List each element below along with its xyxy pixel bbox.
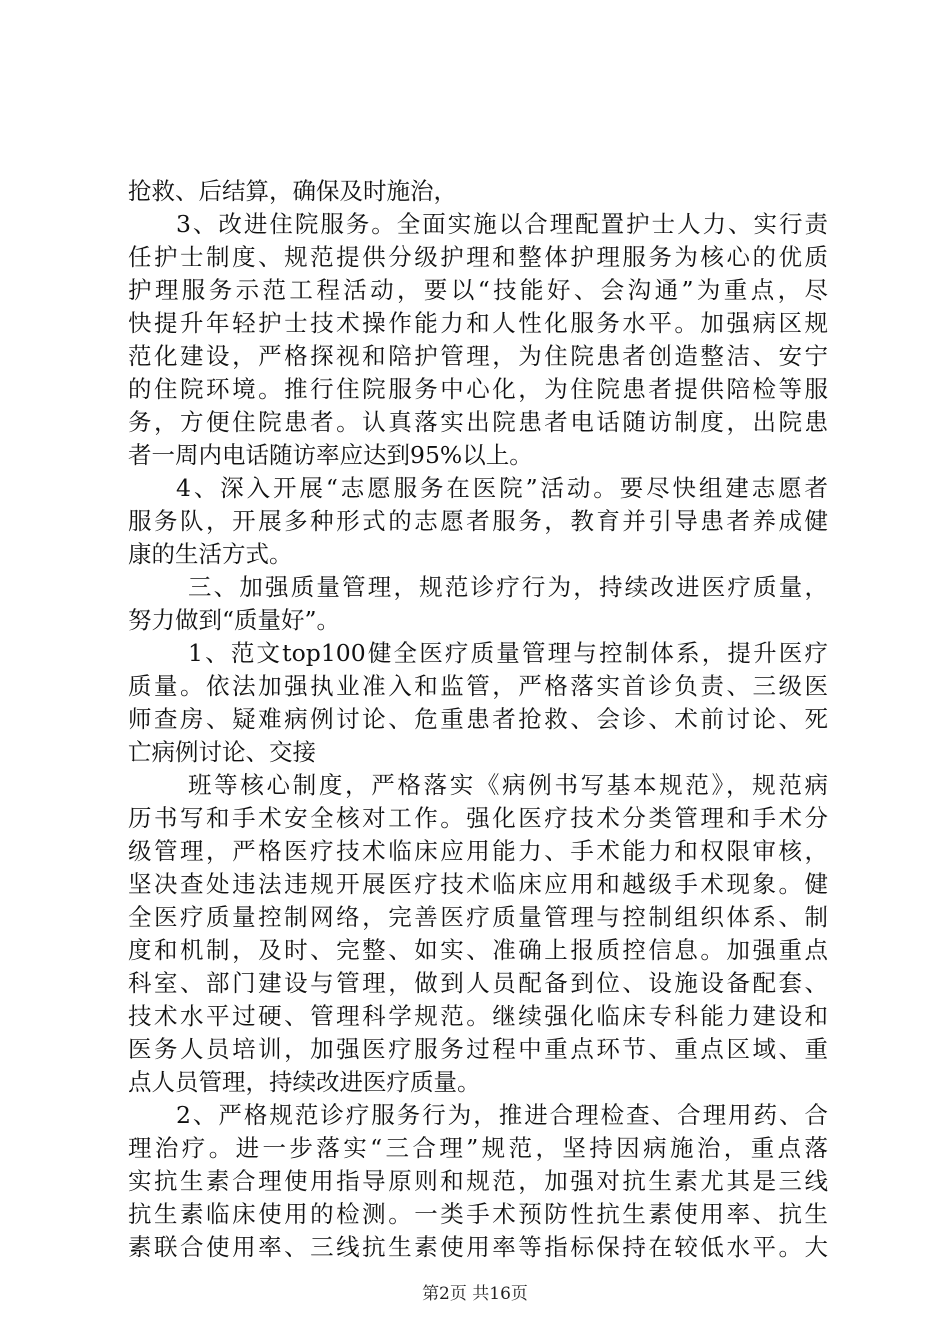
text-line: 理治疗。进一步落实“三合理”规范，坚持因病施治，重点落 [128, 1134, 828, 1162]
text-line: 实抗生素合理使用指导原则和规范，加强对抗生素尤其是三线 [128, 1167, 828, 1195]
text-line: 2、严格规范诊疗服务行为，推进合理检查、合理用药、合 [176, 1101, 828, 1129]
text-line: 质量。依法加强执业准入和监管，严格落实首诊负责、三级医 [128, 672, 828, 700]
text-line: 4、深入开展“志愿服务在医院”活动。要尽快组建志愿者 [176, 474, 828, 502]
text-line: 点人员管理，持续改进医疗质量。 [128, 1068, 481, 1096]
text-line: 努力做到“质量好”。 [128, 606, 341, 634]
text-line: 班等核心制度，严格落实《病例书写基本规范》，规范病 [188, 771, 828, 799]
text-line: 1、范文top100健全医疗质量管理与控制体系，提升医疗 [188, 639, 828, 667]
text-line: 三、加强质量管理，规范诊疗行为，持续改进医疗质量， [188, 573, 828, 601]
text-line: 师查房、疑难病例讨论、危重患者抢救、会诊、术前讨论、死 [128, 705, 828, 733]
text-line: 任护士制度、规范提供分级护理和整体护理服务为核心的优质 [128, 243, 828, 271]
text-line: 全医疗质量控制网络，完善医疗质量管理与控制组织体系、制 [128, 903, 828, 931]
text-line: 抢救、后结算，确保及时施治， [128, 177, 457, 205]
text-line: 级管理，严格医疗技术临床应用能力、手术能力和权限审核， [128, 837, 828, 865]
text-line: 坚决查处违法违规开展医疗技术临床应用和越级手术现象。健 [128, 870, 828, 898]
text-line: 素联合使用率、三线抗生素使用率等指标保持在较低水平。大 [128, 1233, 828, 1261]
text-line: 快提升年轻护士技术操作能力和人性化服务水平。加强病区规 [128, 309, 828, 337]
text-line: 范化建设，严格探视和陪护管理，为住院患者创造整洁、安宁 [128, 342, 828, 370]
text-line: 服务队，开展多种形式的志愿者服务，教育并引导患者养成健 [128, 507, 828, 535]
text-line: 者一周内电话随访率应达到95%以上。 [128, 441, 533, 469]
text-line: 务，方便住院患者。认真落实出院患者电话随访制度，出院患 [128, 408, 828, 436]
text-line: 护理服务示范工程活动，要以“技能好、会沟通”为重点，尽 [128, 276, 828, 304]
text-line: 康的生活方式。 [128, 540, 293, 568]
text-line: 的住院环境。推行住院服务中心化，为住院患者提供陪检等服 [128, 375, 828, 403]
text-line: 3、改进住院服务。全面实施以合理配置护士人力、实行责 [176, 210, 828, 238]
text-line: 抗生素临床使用的检测。一类手术预防性抗生素使用率、抗生 [128, 1200, 828, 1228]
text-line: 医务人员培训，加强医疗服务过程中重点环节、重点区域、重 [128, 1035, 828, 1063]
text-line: 亡病例讨论、交接 [128, 738, 316, 766]
page-footer: 第2页 共16页 [422, 1284, 528, 1304]
text-line: 科室、部门建设与管理，做到人员配备到位、设施设备配套、 [128, 969, 828, 997]
text-line: 技术水平过硬、管理科学规范。继续强化临床专科能力建设和 [128, 1002, 828, 1030]
text-line: 历书写和手术安全核对工作。强化医疗技术分类管理和手术分 [128, 804, 828, 832]
text-line: 度和机制，及时、完整、如实、准确上报质控信息。加强重点 [128, 936, 828, 964]
